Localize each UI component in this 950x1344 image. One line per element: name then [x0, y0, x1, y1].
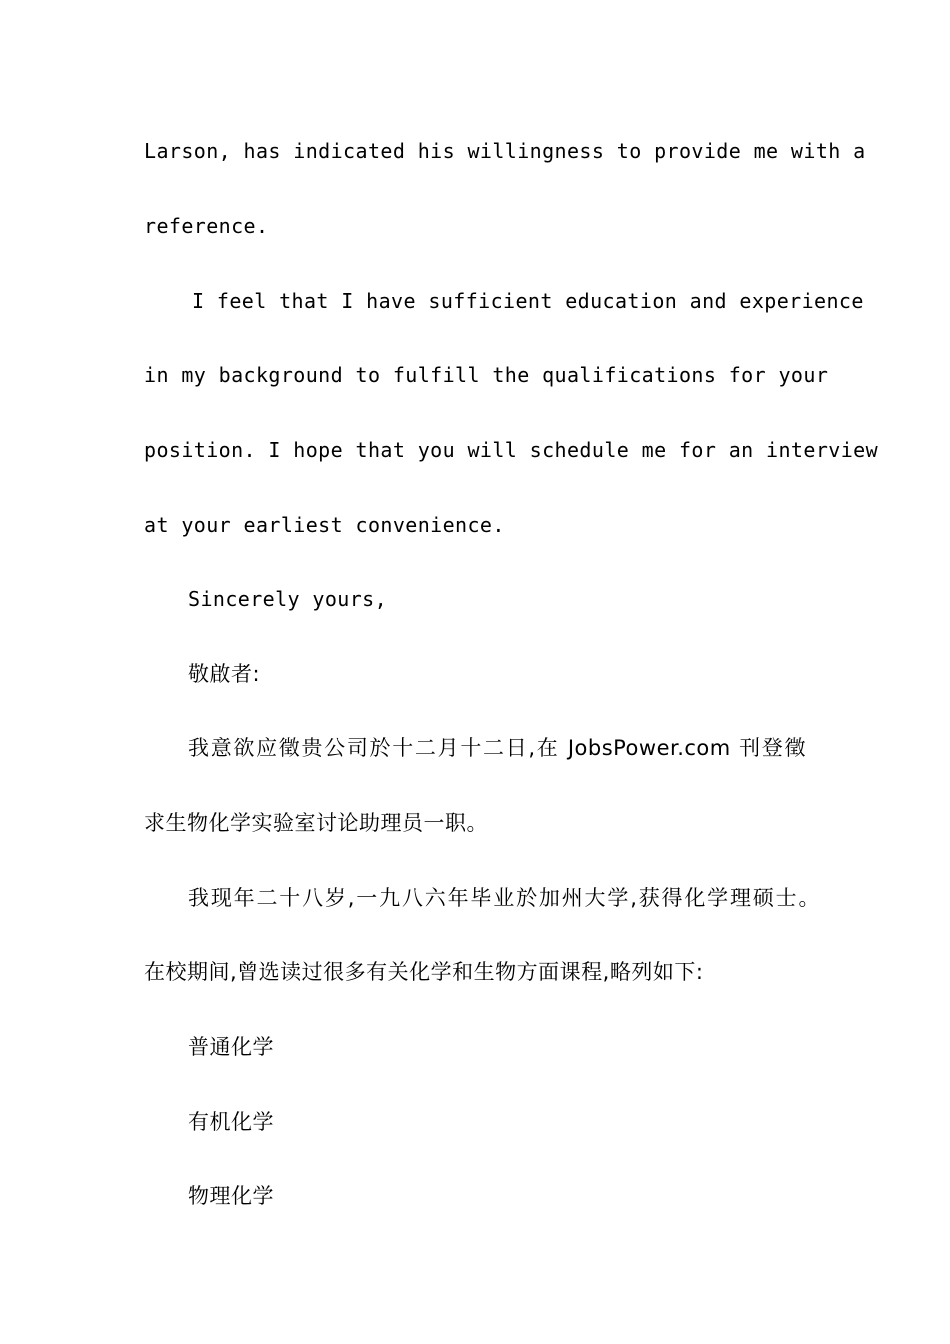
- text-line: at your earliest convenience.: [144, 513, 505, 537]
- text-line: in my background to fulfill the qualifications for your: [144, 363, 829, 387]
- list-item: 有机化学: [188, 1110, 274, 1134]
- salutation: 敬啟者:: [188, 662, 261, 686]
- list-item: 物理化学: [188, 1184, 274, 1208]
- text-line: Larson, has indicated his willingness to provide me with a: [144, 139, 866, 163]
- paragraph-start: 我意欲应徵贵公司於十二月十二日,在 JobsPower.com 刊登徵: [188, 736, 806, 760]
- closing: Sincerely yours,: [188, 587, 388, 611]
- paragraph-start: I feel that I have sufficient education and experience: [192, 289, 864, 313]
- text-line: position. I hope that you will schedule me for an interview: [144, 438, 879, 462]
- list-item: 普通化学: [188, 1035, 274, 1059]
- text-line: 在校期间,曾选读过很多有关化学和生物方面课程,略列如下:: [144, 960, 704, 984]
- text-line: 求生物化学实验室讨论助理员一职。: [144, 811, 488, 835]
- paragraph-start: 我现年二十八岁,一九八六年毕业於加州大学,获得化学理硕士。: [188, 886, 820, 910]
- text-line: reference.: [144, 214, 269, 238]
